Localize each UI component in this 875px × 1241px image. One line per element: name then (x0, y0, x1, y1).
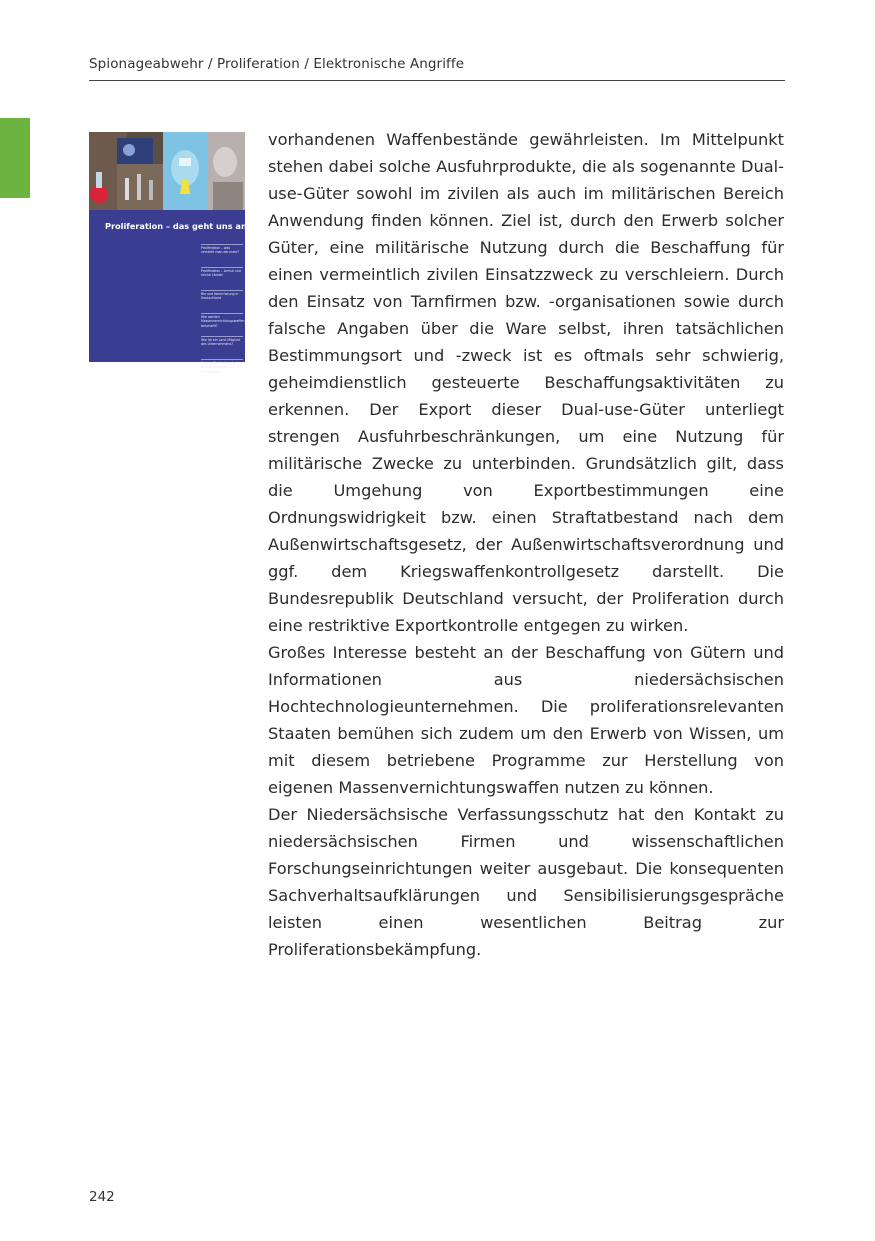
body-paragraph: vorhandenen Waffenbestände gewährleisten. Im Mittelpunkt stehen dabei solche Ausfuhrprodukte, die als sogenannte Dual-use-Güter sowohl im zivilen als auch im militärischen Bereich Anwendung finden können. Ziel ist, durch den Erwerb solcher Güter, eine militärische Nutzung durch die Beschaffung für einen vermeintlich zivilen Einsatzzweck zu verschleiern. Durch den Einsatz von Tarnfirmen bzw. -organisationen sowie durch falsche Angaben über die Ware selbst, ihren tatsächlichen Bestimmungsort und -zweck ist es oftmals sehr schwierig, geheimdienstlich gesteuerte Beschaffungsaktivitäten zu erkennen. Der Export dieser Dual-use-Güter unterliegt strengen Ausfuhrbeschränkungen, um eine Nutzung für militärische Zwecke zu unterbinden. Grundsätzlich gilt, dass die Umgehung von Exportbestimmungen eine Ordnungswidrigkeit bzw. einen Straftatbestand nach dem Außenwirtschaftsgesetz, der Außenwirtschaftsverordnung und ggf. dem Kriegswaffenkontrollgesetz darstellt. Die Bundesrepublik Deutschland versucht, der Proliferation durch eine restriktive Exportkontrolle entgegen zu wirken. (268, 130, 784, 635)
brochure-toc-item: Proliferation – was versteht man darunter? (201, 244, 243, 267)
brochure-toc (201, 244, 243, 382)
body-paragraph: Großes Interesse besteht an der Beschaffung von Gütern und Informationen aus niedersächsischen Hochtechnologieunternehmen. Die proliferationsrelevanten Staaten bemühen sich zudem um den Erwerb von Wissen, um mit diesem betriebene Programme zur Herstellung von eigenen Massenvernichtungswaffen nutzen zu können. (268, 643, 784, 797)
header-divider (89, 80, 785, 81)
page-number: 242 (89, 1189, 115, 1205)
brochure-toc-item: Wie werden Massenvernichtungswaffen beschafft? (201, 313, 243, 336)
brochure-photo-collage (89, 132, 245, 210)
brochure-toc-item: Wie ist ein Land Mitglied des Unternehmens? (201, 336, 243, 359)
chapter-tab-marker (0, 118, 30, 198)
brochure-cover-image (89, 132, 251, 374)
running-header: Spionageabwehr / Proliferation / Elektronische Angriffe (89, 56, 465, 72)
brochure-title: Proliferation – das geht uns an! (105, 221, 251, 231)
brochure-toc-item: Proliferation – Armut und reiche Länder (201, 267, 243, 290)
body-text (268, 126, 784, 963)
brochure-toc-item: Welche Bedeutung hat Wissensaustausch für die Proliferation? (201, 359, 243, 382)
body-paragraph: Der Niedersächsische Verfassungsschutz hat den Kontakt zu niedersächsischen Firmen und wissenschaftlichen Forschungseinrichtungen weiter ausgebaut. Die konsequenten Sachverhaltsaufklärungen und Sensibilisierungsgespräche leisten einen wesentlichen Beitrag zur Proliferationsbekämpfung. (268, 805, 784, 959)
brochure-toc-item: Bio und Nachrüstung in Deutschland (201, 290, 243, 313)
